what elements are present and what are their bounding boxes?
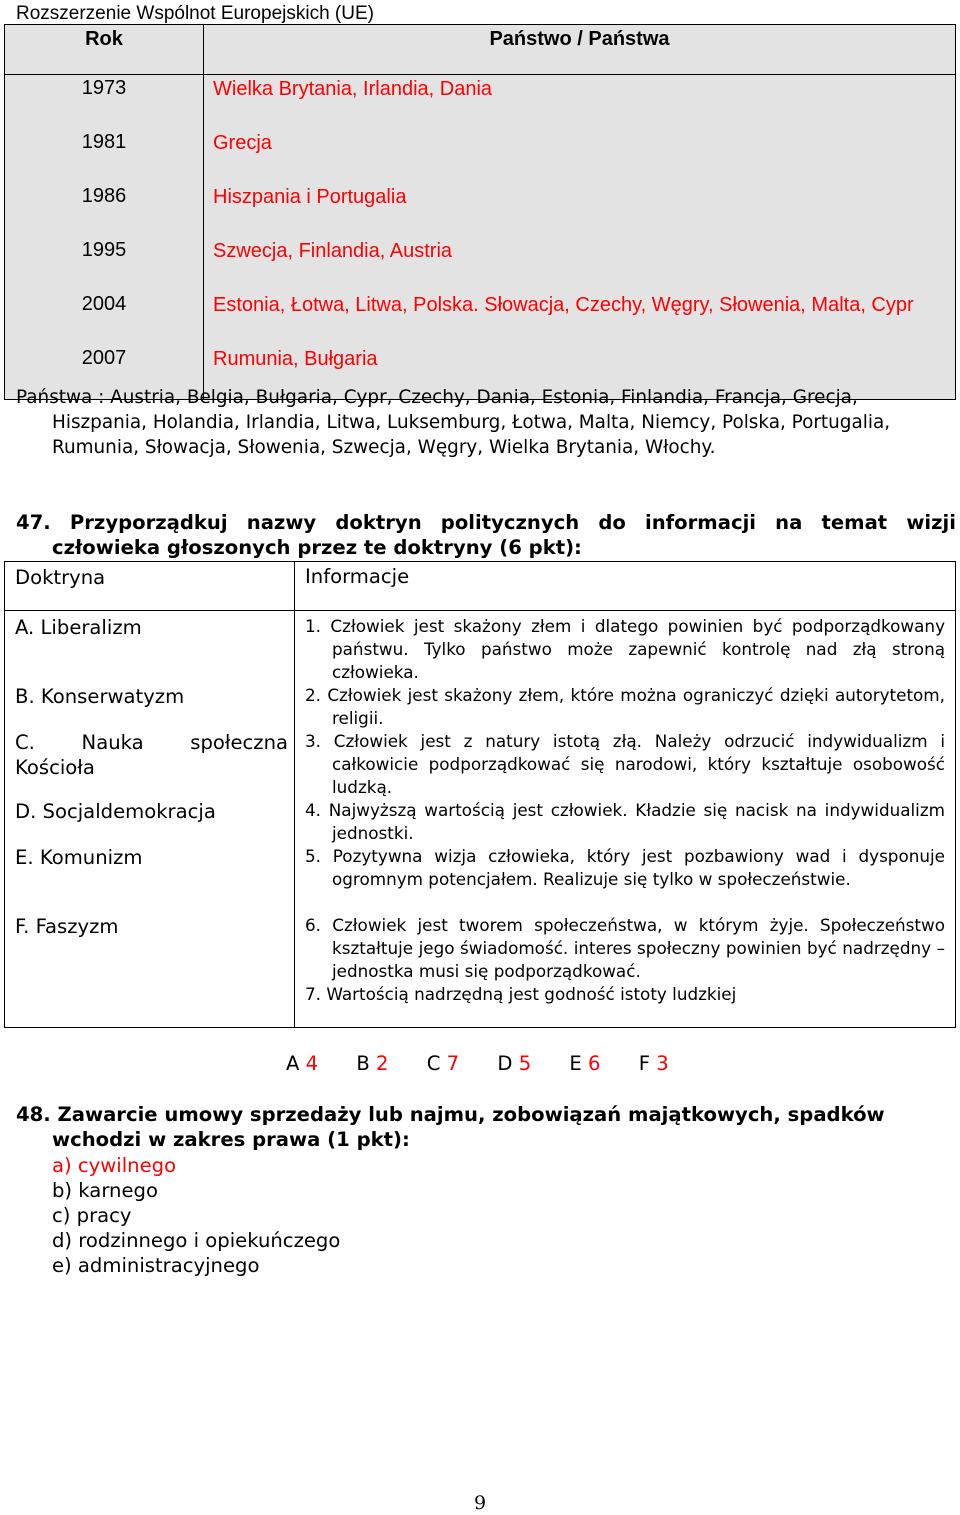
row-states: Szwecja, Finlandia, Austria [204, 237, 956, 291]
row-states: Rumunia, Bułgaria [204, 345, 956, 400]
header-year: Rok [5, 25, 204, 75]
row-year: 1973 [5, 75, 204, 130]
doctrine-cell: E. Komunizm [5, 845, 295, 914]
question-text: Zawarcie umowy sprzedaży lub najmu, zobowiązań majątkowych, spadków wchodzi w zakres prawa (1 pkt): [52, 1103, 885, 1151]
table-row [5, 799, 956, 845]
info-item: 5. Pozytywna wizja człowieka, który jest pozbawiony wad i dysponuje ogromnym potencjałem. Realizuje się tylko w społeczeństwie. [305, 846, 945, 889]
doctrine-cell [5, 983, 295, 1027]
option-item: b) karnego [52, 1179, 158, 1202]
answer-number: 7 [446, 1052, 460, 1075]
q48-options [52, 1153, 340, 1278]
table-row [5, 183, 956, 237]
question-text: Przyporządkuj nazwy doktryn politycznych do informacji na temat wizji człowieka głoszonych przez te doktryny (6 pkt): [52, 511, 956, 559]
question-number: 48. [16, 1103, 51, 1126]
row-year: 1986 [5, 183, 204, 237]
row-states: Wielka Brytania, Irlandia, Dania [204, 75, 956, 130]
q47-answers [286, 1052, 669, 1075]
option-item: e) administracyjnego [52, 1254, 260, 1277]
option-item: c) pracy [52, 1204, 132, 1227]
answer-number: 6 [588, 1052, 601, 1075]
enlargement-title: Rozszerzenie Wspólnot Europejskich (UE) [16, 3, 374, 24]
row-states: Estonia, Łotwa, Litwa, Polska. Słowacja, Czechy, Węgry, Słowenia, Malta, Cypr [204, 291, 956, 345]
table-row [5, 291, 956, 345]
answer-letter: C [426, 1052, 441, 1075]
question-48 [16, 1102, 956, 1152]
info-cell [295, 684, 956, 730]
info-cell [295, 845, 956, 914]
row-year: 1981 [5, 129, 204, 183]
info-item: 3. Człowiek jest z natury istotą złą. Należy odrzucić indywidualizm i całkowicie podporządkować się narodowi, który kształtuje osobowość ludzką. [305, 731, 945, 797]
answer-letter: D [497, 1052, 513, 1075]
header-states: Państwo / Państwa [204, 25, 956, 75]
header-info: Informacje [295, 562, 956, 611]
doctrine-table [4, 561, 956, 1028]
row-states: Grecja [204, 129, 956, 183]
option-item: d) rodzinnego i opiekuńczego [52, 1229, 341, 1252]
doctrine-cell: B. Konserwatyzm [5, 684, 295, 730]
question-47 [16, 510, 956, 560]
answer-letter: B [356, 1052, 370, 1075]
answer-pair [639, 1052, 669, 1075]
answer-number: 4 [305, 1052, 319, 1075]
table-row [5, 684, 956, 730]
table-row [5, 237, 956, 291]
table-row [5, 914, 956, 983]
table-row [5, 983, 956, 1027]
doctrine-cell: F. Faszyzm [5, 914, 295, 983]
info-item: 4. Najwyższą wartością jest człowiek. Kładzie się nacisk na indywidualizm jednostki. [305, 800, 945, 843]
answer-letter: E [569, 1052, 582, 1075]
info-cell [295, 799, 956, 845]
table-row [5, 845, 956, 914]
info-cell [295, 730, 956, 799]
member-states-paragraph: Państwa : Austria, Belgia, Bułgaria, Cypr, Czechy, Dania, Estonia, Finlandia, Francja, Grecja, Hiszpania, Holandia, Irlandia, Litwa, Luksemburg, Łotwa, Malta, Niemcy, Polska, Portugalia, Rumunia, Słowacja, Słowenia, Szwecja, Węgry, Wielka Brytania, Włochy. [16, 387, 891, 458]
answer-number: 5 [518, 1052, 532, 1075]
table-row [5, 129, 956, 183]
info-cell [295, 983, 956, 1027]
doctrine-cell: A. Liberalizm [5, 611, 295, 685]
answer-pair [427, 1052, 459, 1075]
question-number: 47. [16, 511, 51, 534]
answer-pair [286, 1052, 318, 1075]
answer-letter: A [286, 1052, 300, 1075]
page-number: 9 [473, 1492, 487, 1514]
info-item: 6. Człowiek jest tworem społeczeństwa, w którym żyje. Społeczeństwo kształtuje jego świadomość. interes społeczny powinien być nadrzędny – jednostka musi się podporządkować. [305, 915, 945, 981]
info-item: 1. Człowiek jest skażony złem i dlatego powinien być podporządkowany państwu. Tylko państwo może zapewnić kontrolę nad złą stroną człowieka. [305, 616, 945, 682]
table-row [5, 75, 956, 130]
header-doctrine: Doktryna [5, 562, 295, 611]
info-cell [295, 914, 956, 983]
info-item: 2. Człowiek jest skażony złem, które można ograniczyć dzięki autorytetom, religii. [305, 685, 945, 728]
answer-pair [569, 1052, 600, 1075]
info-item: 7. Wartością nadrzędną jest godność istoty ludzkiej [305, 984, 737, 1004]
answer-letter: F [638, 1052, 650, 1075]
row-year: 2007 [5, 345, 204, 400]
enlargement-table [4, 24, 956, 400]
row-year: 2004 [5, 291, 204, 345]
answer-pair [356, 1052, 388, 1075]
row-year: 1995 [5, 237, 204, 291]
table-row [5, 730, 956, 799]
row-states: Hiszpania i Portugalia [204, 183, 956, 237]
answer-pair [497, 1052, 531, 1075]
answer-number: 3 [656, 1052, 669, 1075]
doctrine-cell: C. Nauka społeczna Kościoła [5, 730, 295, 799]
doctrine-cell: D. Socjaldemokracja [5, 799, 295, 845]
option-item: a) cywilnego [52, 1154, 177, 1177]
table-row [5, 611, 956, 685]
info-cell [295, 611, 956, 685]
answer-number: 2 [376, 1052, 389, 1075]
